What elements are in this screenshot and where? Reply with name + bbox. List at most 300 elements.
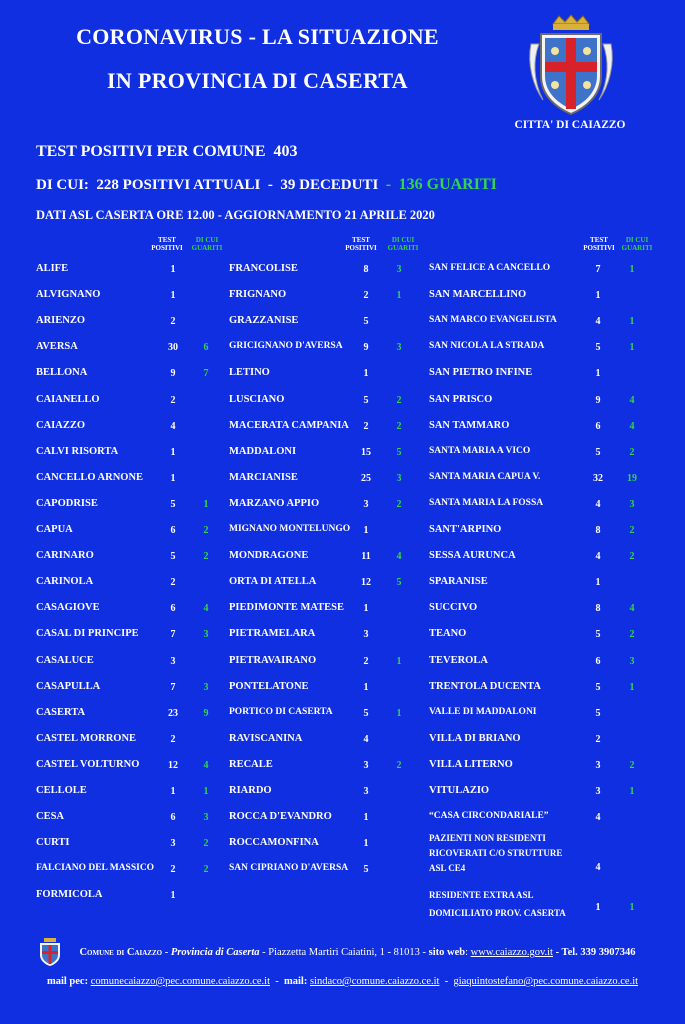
positive-count: 12 (168, 759, 178, 771)
table-row (36, 623, 216, 649)
recovered-count: 2 (203, 551, 209, 563)
positive-count: 1 (595, 368, 601, 380)
municipality-name: CESA (36, 811, 65, 823)
positive-count: 1 (170, 786, 176, 797)
table-row (229, 676, 409, 702)
municipality-name: CASTEL VOLTURNO (36, 758, 140, 770)
table-row (36, 884, 216, 910)
positive-count: 2 (170, 577, 176, 589)
extra-asl-recovered: 1 (629, 902, 635, 913)
header-line: GUARITI (621, 244, 653, 252)
table-row (429, 780, 642, 806)
nonresident-patients-label (429, 831, 562, 876)
municipality-name: ROCCAMONFINA (229, 837, 319, 849)
positive-count: 8 (595, 603, 601, 615)
table-row (229, 362, 409, 388)
table-row (429, 597, 642, 623)
municipality-name: SUCCIVO (429, 602, 478, 614)
positive-count: 3 (595, 759, 601, 771)
footer-line-1: Comune di Caiazzo - Provincia di Caserta - Piazzetta Martiri Caiatini, 1 - 81013 - sito web: www.caiazzo.gov.it - Tel. 339 3907346 (79, 947, 636, 958)
municipality-name: SAN FELICE A CANCELLO (429, 263, 551, 273)
header-line: TEST (352, 236, 370, 244)
positive-count: 3 (363, 786, 369, 797)
positive-count: 1 (363, 812, 369, 824)
municipality-name: RAVISCANINA (229, 732, 303, 744)
footer-line-2: mail pec: comunecaiazzo@pec.comune.caiazzo.ce.it - mail: sindaco@comune.caiazzo.ce.it - giaquintostefano@pec.comune.caiazzo.ce.it (46, 976, 639, 987)
table-row (229, 832, 409, 858)
header-line: POSITIVI (345, 244, 377, 252)
positive-count: 2 (595, 733, 601, 745)
positive-count: 1 (363, 525, 369, 536)
municipality-name: GRAZZANISE (229, 315, 299, 327)
coat-of-arms-icon (523, 14, 619, 118)
municipality-name: FORMICOLA (36, 889, 103, 901)
header-line: POSITIVI (583, 244, 615, 252)
table-row (229, 493, 409, 519)
positive-count: 2 (170, 394, 176, 406)
recovered-count: 3 (203, 629, 209, 641)
table-row (429, 336, 642, 362)
recovered-count: 4 (629, 394, 635, 406)
positive-count: 9 (595, 394, 601, 406)
positive-count: 1 (363, 603, 369, 615)
table-row (429, 571, 642, 597)
footer-pec-label: mail pec: (46, 976, 89, 987)
extra-asl-label (429, 886, 566, 922)
col3-positive-header (582, 236, 616, 252)
table-row (229, 310, 409, 336)
municipality-name: SANTA MARIA CAPUA V. (429, 471, 541, 482)
footer-sep: - (162, 947, 171, 958)
breakdown-prefix: DI CUI: (36, 177, 89, 193)
recovered-count: 9 (203, 707, 209, 719)
recovered-count: 4 (203, 603, 209, 615)
table-row (429, 519, 642, 545)
municipality-name: GRICIGNANO D'AVERSA (229, 341, 343, 352)
municipality-name: RECALE (229, 758, 273, 770)
municipality-name: SANTA MARIA LA FOSSA (429, 497, 544, 508)
table-row (229, 858, 409, 884)
positive-count: 1 (363, 681, 369, 693)
table-row (229, 597, 409, 623)
recovered-count: 4 (629, 603, 635, 615)
recovered-count: 2 (629, 759, 635, 771)
col3-recovered-header (620, 236, 654, 252)
table-row (36, 258, 216, 284)
table-row (36, 545, 216, 571)
footer-pec-link[interactable]: comunecaiazzo@pec.comune.caiazzo.ce.it (90, 976, 271, 987)
municipality-name: ORTA DI ATELLA (229, 576, 317, 588)
positive-count: 1 (170, 472, 176, 484)
total-label: TEST POSITIVI PER COMUNE (36, 143, 266, 160)
table-row (36, 310, 216, 336)
recovered-count: 3 (629, 655, 635, 667)
footer-tel-label: - Tel. (552, 947, 578, 958)
table-row (429, 545, 642, 571)
municipality-name: ROCCA D'EVANDRO (229, 811, 332, 823)
municipality-name: MARZANO APPIO (229, 497, 320, 509)
positive-count: 2 (363, 290, 369, 302)
municipality-name: CAPODRISE (36, 497, 98, 509)
positive-count: 6 (595, 655, 601, 667)
deaths: 39 DECEDUTI (280, 177, 379, 193)
footer-address: - Piazzetta Martiri Caiatini, 1 - 81013 - (259, 947, 429, 958)
municipality-name: SAN TAMMARO (429, 419, 510, 431)
table-row (36, 728, 216, 754)
table-row (229, 571, 409, 597)
header-line: DI CUI (391, 236, 415, 244)
positive-count: 9 (363, 342, 369, 354)
table-row (229, 623, 409, 649)
positive-count: 3 (170, 655, 176, 667)
positive-count: 7 (170, 629, 176, 641)
recovered-count: 3 (396, 342, 402, 354)
positive-count: 5 (595, 681, 601, 693)
municipality-name: TEVEROLA (429, 654, 488, 666)
table-row (229, 545, 409, 571)
recovered-count: 3 (203, 681, 209, 693)
recovered-count: 3 (396, 264, 402, 275)
footer-org: Comune di Caiazzo (79, 947, 163, 958)
municipality-name: VILLA LITERNO (429, 758, 513, 770)
positive-count: 8 (363, 264, 369, 275)
municipality-name: CASAGIOVE (36, 602, 100, 614)
table-row (36, 650, 216, 676)
col1-recovered-header (190, 236, 224, 252)
positive-count: 25 (361, 472, 371, 484)
municipality-name: CARINARO (36, 550, 94, 562)
recovered-count: 1 (629, 786, 635, 797)
source-line: DATI ASL CASERTA ORE 12.00 - AGGIORNAMENTO 21 APRILE 2020 (36, 208, 435, 222)
recovered-count: 1 (629, 342, 635, 354)
municipality-name: CAIAZZO (36, 419, 86, 431)
recovered-count: 1 (396, 290, 402, 302)
table-row (229, 284, 409, 310)
table-row (429, 362, 642, 388)
table-row (229, 389, 409, 415)
table-row (429, 650, 642, 676)
footer-tel: 339 3907346 (580, 947, 636, 958)
table-row (229, 650, 409, 676)
municipality-name: CASAL DI PRINCIPE (36, 628, 139, 640)
municipality-name: “CASA CIRCONDARIALE” (429, 811, 549, 822)
municipality-name: SANT'ARPINO (429, 524, 502, 535)
table-row (429, 258, 642, 284)
table-row (429, 728, 642, 754)
positive-count: 6 (595, 420, 601, 432)
table-row (229, 780, 409, 806)
positive-count: 6 (170, 812, 176, 824)
municipality-name: PONTELATONE (229, 680, 309, 692)
positive-count: 4 (595, 551, 601, 563)
table-row (429, 623, 642, 649)
table-row (36, 571, 216, 597)
positive-count: 3 (363, 759, 369, 771)
municipality-name: CARINOLA (36, 576, 94, 588)
footer-province: Provincia di Caserta (170, 947, 260, 958)
positive-count: 5 (170, 551, 176, 563)
municipality-name: FALCIANO DEL MASSICO (36, 863, 155, 874)
municipality-name: LETINO (229, 367, 270, 379)
recovered-count: 1 (203, 498, 209, 510)
header-line: GUARITI (191, 244, 223, 252)
municipality-name: MIGNANO MONTELUNGO (229, 524, 351, 534)
municipality-name: CURTI (36, 837, 70, 849)
table-row (229, 702, 409, 728)
positive-count: 12 (361, 577, 371, 589)
positive-count: 2 (363, 420, 369, 432)
recovered-count: 3 (396, 472, 402, 484)
municipality-name: SPARANISE (429, 576, 488, 588)
title-line-2: IN PROVINCIA DI CASERTA (107, 68, 408, 93)
col2-recovered-header (386, 236, 420, 252)
positive-count: 23 (168, 707, 178, 719)
recovered-count: 1 (203, 786, 209, 797)
table-row (229, 754, 409, 780)
recovered-count: 4 (396, 551, 402, 563)
municipality-name: SESSA AURUNCA (429, 550, 516, 562)
municipality-name: PIETRAVAIRANO (229, 654, 317, 666)
table-row (36, 806, 216, 832)
municipality-name: SAN NICOLA LA STRADA (429, 341, 545, 352)
table-row (229, 467, 409, 493)
recovered-count: 2 (629, 525, 635, 536)
positive-count: 4 (595, 316, 601, 328)
municipality-name: PORTICO DI CASERTA (229, 706, 333, 717)
recovered-count: 3 (629, 498, 635, 510)
positive-count: 3 (595, 786, 601, 797)
municipality-name: VALLE DI MADDALONI (429, 706, 537, 717)
table-row (429, 806, 642, 832)
positive-count: 3 (170, 838, 176, 850)
table-row (429, 493, 642, 519)
positive-count: 30 (168, 342, 178, 354)
positive-count: 3 (363, 498, 369, 510)
recovered-count: 1 (629, 264, 635, 275)
positive-count: 1 (595, 290, 601, 302)
positive-count: 2 (170, 316, 176, 328)
positive-count: 4 (595, 812, 601, 824)
positive-count: 15 (361, 446, 371, 458)
label-line: DOMICILIATO PROV. CASERTA (429, 908, 566, 918)
recovered-count: 2 (203, 838, 209, 850)
table-row (36, 336, 216, 362)
municipality-name: CALVI RISORTA (36, 445, 119, 457)
table-row (36, 284, 216, 310)
positive-count: 6 (170, 525, 176, 536)
positive-count: 7 (595, 264, 601, 275)
positive-count: 4 (170, 420, 176, 432)
recovered-count: 2 (629, 629, 635, 641)
positive-count: 5 (363, 864, 369, 876)
positive-count: 5 (363, 394, 369, 406)
header-line: POSITIVI (151, 244, 183, 252)
table-row (229, 519, 409, 545)
municipality-name: ALVIGNANO (36, 289, 101, 301)
positive-count: 32 (593, 472, 603, 484)
positive-count: 5 (595, 629, 601, 641)
positive-count: 5 (595, 342, 601, 354)
title-line-1: CORONAVIRUS - LA SITUAZIONE (76, 24, 439, 49)
city-name: CITTA' DI CAIAZZO (514, 119, 626, 131)
municipality-name: FRANCOLISE (229, 263, 298, 274)
breakdown-line (36, 176, 497, 194)
positive-count: 1 (363, 838, 369, 850)
positive-count: 5 (363, 707, 369, 719)
positive-count: 1 (170, 290, 176, 302)
municipality-name: ARIENZO (36, 315, 86, 327)
table-row (36, 362, 216, 388)
positive-count: 4 (595, 498, 601, 510)
recovered-count: 2 (396, 420, 402, 432)
municipality-name: SAN CIPRIANO D'AVERSA (229, 863, 349, 874)
total-positive-line (36, 143, 298, 161)
recovered-count: 4 (203, 759, 209, 771)
label-line: RICOVERATI C/O STRUTTURE (429, 848, 563, 858)
total-value: 403 (273, 143, 298, 160)
municipality-name: CASTEL MORRONE (36, 732, 137, 744)
table-row (429, 441, 642, 467)
footer-mail-link-2[interactable]: giaquintostefano@pec.comune.caiazzo.ce.it (453, 976, 639, 987)
recovered-count: 2 (396, 498, 402, 510)
recovered-count: 2 (203, 525, 209, 536)
municipality-name: PIEDIMONTE MATESE (229, 602, 345, 614)
municipality-name: RIARDO (229, 785, 272, 796)
recovered-count: 1 (629, 316, 635, 328)
positive-count: 2 (170, 733, 176, 745)
footer-mail-link-1[interactable]: sindaco@comune.caiazzo.ce.it (309, 976, 440, 987)
table-row (229, 728, 409, 754)
active-cases: 228 POSITIVI ATTUALI (96, 177, 261, 193)
table-row (229, 336, 409, 362)
table-row (36, 467, 216, 493)
recovered-count: 6 (203, 342, 209, 354)
recovered-count: 2 (203, 864, 209, 876)
table-row (36, 441, 216, 467)
municipality-name: SANTA MARIA A VICO (429, 445, 531, 456)
table-row (36, 597, 216, 623)
col1-positive-header (150, 236, 184, 252)
recovered-count: 2 (396, 759, 402, 771)
table-row (36, 832, 216, 858)
footer-web-link[interactable]: www.caiazzo.gov.it (470, 947, 553, 958)
municipality-name: FRIGNANO (229, 289, 287, 301)
table-row (429, 467, 642, 493)
footer-web-label: sito web (428, 947, 466, 958)
municipality-name: BELLONA (36, 367, 88, 379)
municipality-name: SAN MARCO EVANGELISTA (429, 315, 557, 326)
recovered-count: 7 (203, 368, 209, 380)
positive-count: 1 (170, 264, 176, 275)
positive-count: 6 (170, 603, 176, 615)
recovered-count: 2 (629, 551, 635, 563)
table-row (429, 702, 642, 728)
table-row (229, 258, 409, 284)
municipality-name: MARCIANISE (229, 471, 298, 483)
header-line: TEST (590, 236, 608, 244)
recovered-count: 4 (629, 420, 635, 432)
table-row (429, 676, 642, 702)
municipality-name: CASALUCE (36, 654, 94, 666)
table-row (36, 389, 216, 415)
municipality-name: CASAPULLA (36, 680, 101, 692)
positive-count: 5 (363, 316, 369, 328)
label-line: PAZIENTI NON RESIDENTI (429, 833, 546, 843)
positive-count: 1 (170, 890, 176, 902)
recovered-count: 5 (396, 446, 402, 458)
recovered-count: 3 (203, 812, 209, 824)
municipality-name: CAPUA (36, 524, 73, 535)
table-row (36, 780, 216, 806)
separator-green: - (385, 176, 392, 193)
table-row (36, 676, 216, 702)
table-row (36, 415, 216, 441)
recovered-count: 5 (396, 577, 402, 589)
col2-positive-header (344, 236, 378, 252)
positive-count: 5 (170, 498, 176, 510)
positive-count: 8 (595, 525, 601, 536)
positive-count: 2 (363, 655, 369, 667)
label-line: RESIDENTE EXTRA ASL (429, 890, 534, 900)
positive-count: 3 (363, 629, 369, 641)
positive-count: 2 (170, 864, 176, 876)
header-line: TEST (158, 236, 176, 244)
municipality-name: SAN PRISCO (429, 393, 493, 405)
recovered-count: 1 (396, 655, 402, 667)
municipality-name: CASERTA (36, 706, 86, 718)
municipality-name: TEANO (429, 628, 467, 640)
table-row (229, 441, 409, 467)
municipality-name: SAN MARCELLINO (429, 289, 527, 301)
positive-count: 4 (363, 733, 369, 745)
positive-count: 1 (170, 446, 176, 458)
municipality-name: CANCELLO ARNONE (36, 471, 144, 483)
recovered-count: 2 (629, 446, 635, 458)
municipality-name: TRENTOLA DUCENTA (429, 680, 541, 692)
municipality-name: LUSCIANO (229, 393, 285, 405)
municipality-name: SAN PIETRO INFINE (429, 367, 533, 379)
table-row (36, 493, 216, 519)
header-line: DI CUI (625, 236, 649, 244)
table-row (36, 754, 216, 780)
municipality-name: MADDALONI (229, 445, 297, 457)
table-row (36, 858, 216, 884)
table-row (429, 415, 642, 441)
municipality-name: MACERATA CAMPANIA (229, 419, 349, 431)
positive-count: 5 (595, 707, 601, 719)
municipality-name: CAIANELLO (36, 393, 100, 405)
positive-count: 5 (595, 446, 601, 458)
positive-count: 11 (361, 551, 371, 563)
header-line: DI CUI (195, 236, 219, 244)
nonresident-positive: 4 (595, 862, 601, 873)
positive-count: 9 (170, 368, 176, 380)
table-row (429, 310, 642, 336)
municipality-name: ALIFE (36, 263, 69, 274)
municipality-name: CELLOLE (36, 785, 87, 796)
label-line: ASL CE4 (429, 863, 466, 873)
positive-count: 1 (595, 577, 601, 589)
municipality-name: VITULAZIO (429, 785, 490, 796)
recovered-count: 2 (396, 394, 402, 406)
table-row (429, 284, 642, 310)
table-row (229, 415, 409, 441)
municipality-name: PIETRAMELARA (229, 628, 316, 640)
table-row (36, 702, 216, 728)
separator: - (267, 177, 273, 193)
table-row (429, 389, 642, 415)
recovered-count: 1 (396, 707, 402, 719)
